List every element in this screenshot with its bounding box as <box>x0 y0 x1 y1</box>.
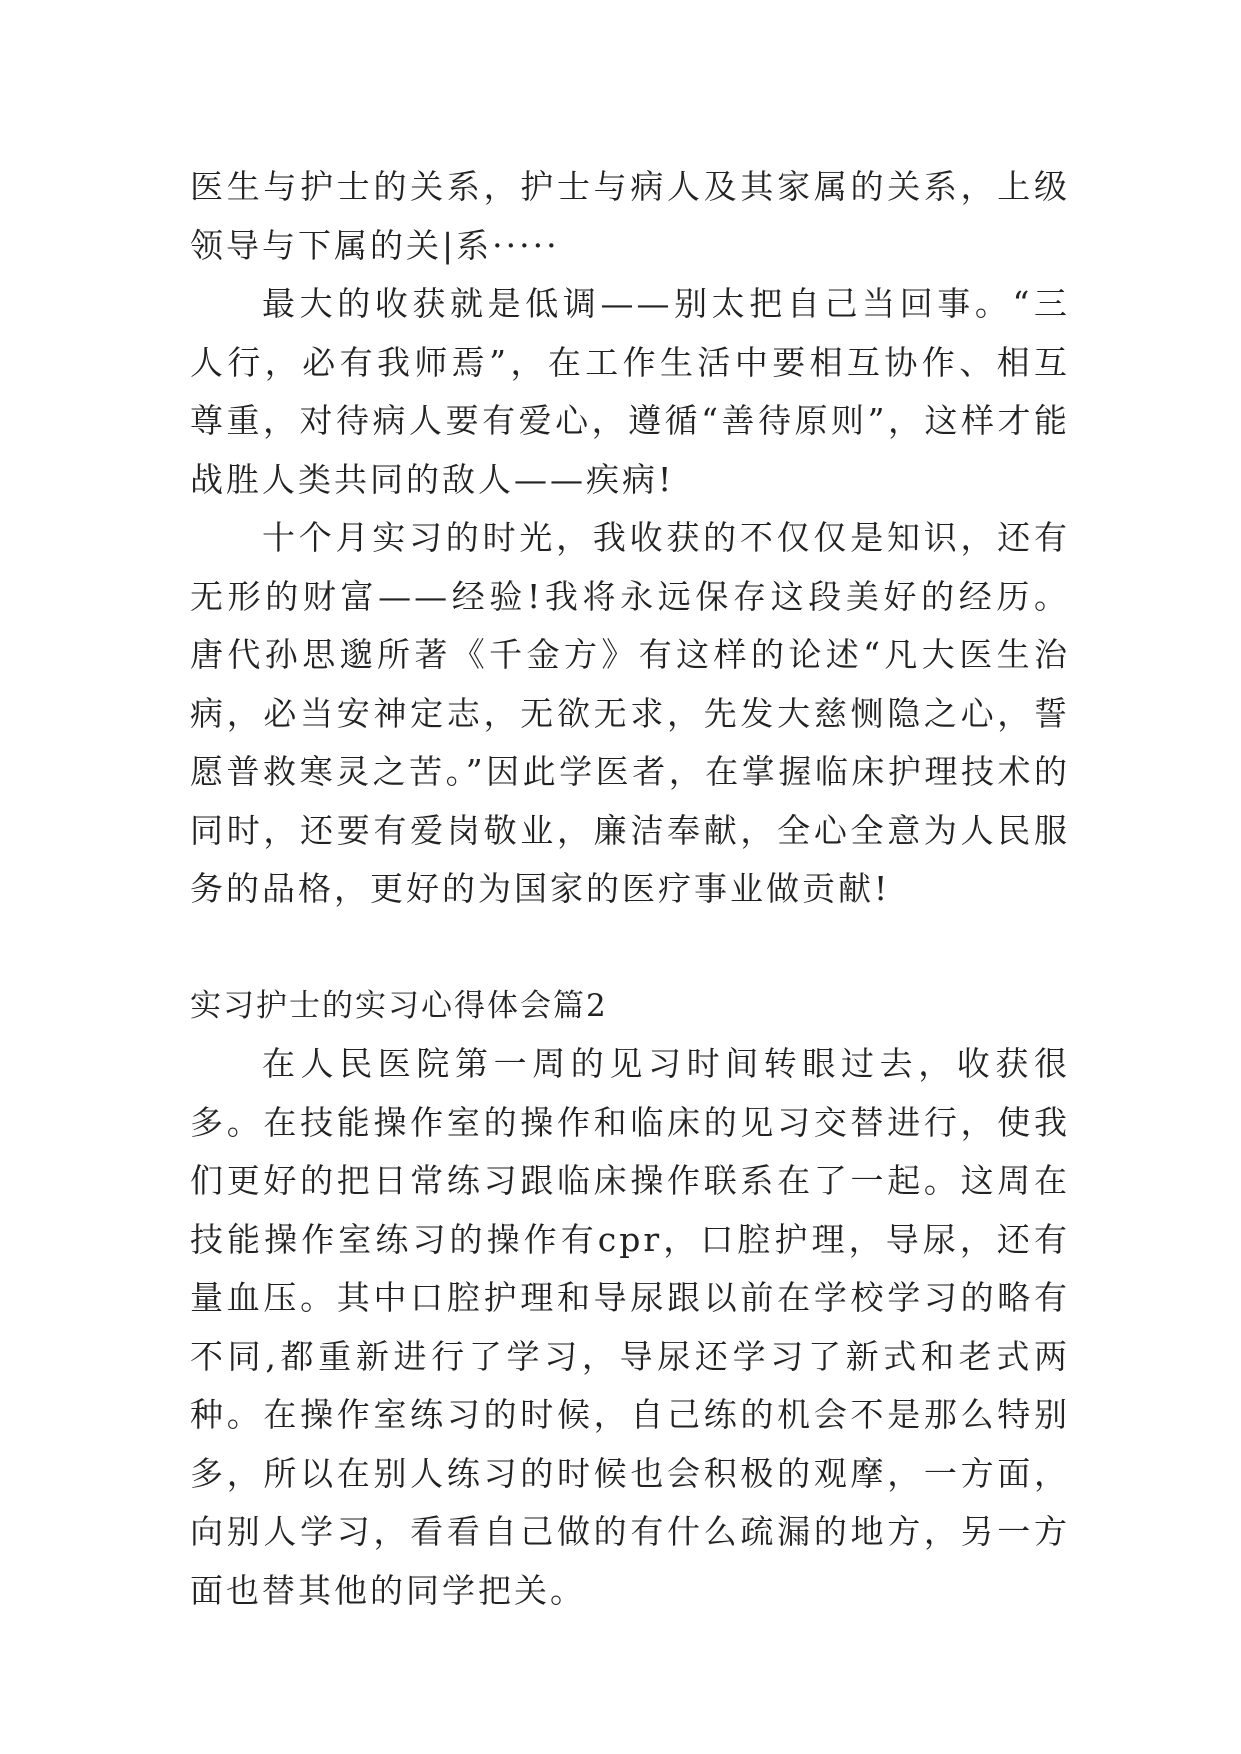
section-spacer <box>190 919 1070 977</box>
paragraph-continuation: 医生与护士的关系，护士与病人及其家属的关系，上级领导与下属的关|系····· <box>190 167 1070 265</box>
paragraph-humility: 最大的收获就是低调——别太把自己当回事。“三人行，必有我师焉”，在工作生活中要相互协作、相互尊重，对待病人要有爱心，遵循“善待原则”，这样才能战胜人类共同的敌人——疾病! <box>190 284 1070 499</box>
paragraph-first-week: 在人民医院第一周的见习时间转眼过去，收获很多。在技能操作室的操作和临床的见习交替进行，使我们更好的把日常练习跟临床操作联系在了一起。这周在技能操作室练习的操作有cpr，口腔护理，导尿，还有量血压。其中口腔护理和导尿跟以前在学校学习的略有不同,都重新进行了学习，导尿还学习了新式和老式两种。在操作室练习的时候，自己练的机会不是那么特别多，所以在别人练习的时候也会积极的观摩，一方面，向别人学习，看看自己做的有什么疏漏的地方，另一方面也替其他的同学把关。 <box>190 1044 1070 1610</box>
section-heading: 实习护士的实习心得体会篇2 <box>190 987 608 1024</box>
document-body <box>190 158 1070 1620</box>
paragraph-internship-reflection: 十个月实习的时光，我收获的不仅仅是知识，还有无形的财富——经验!我将永远保存这段美好的经历。唐代孙思邈所著《千金方》有这样的论述“凡大医生治病，必当安神定志，无欲无求，先发大慈恻隐之心，誓愿普救寒灵之苦。”因此学医者，在掌握临床护理技术的同时，还要有爱岗敬业，廉洁奉献，全心全意为人民服务的品格，更好的为国家的医疗事业做贡献! <box>190 518 1070 908</box>
